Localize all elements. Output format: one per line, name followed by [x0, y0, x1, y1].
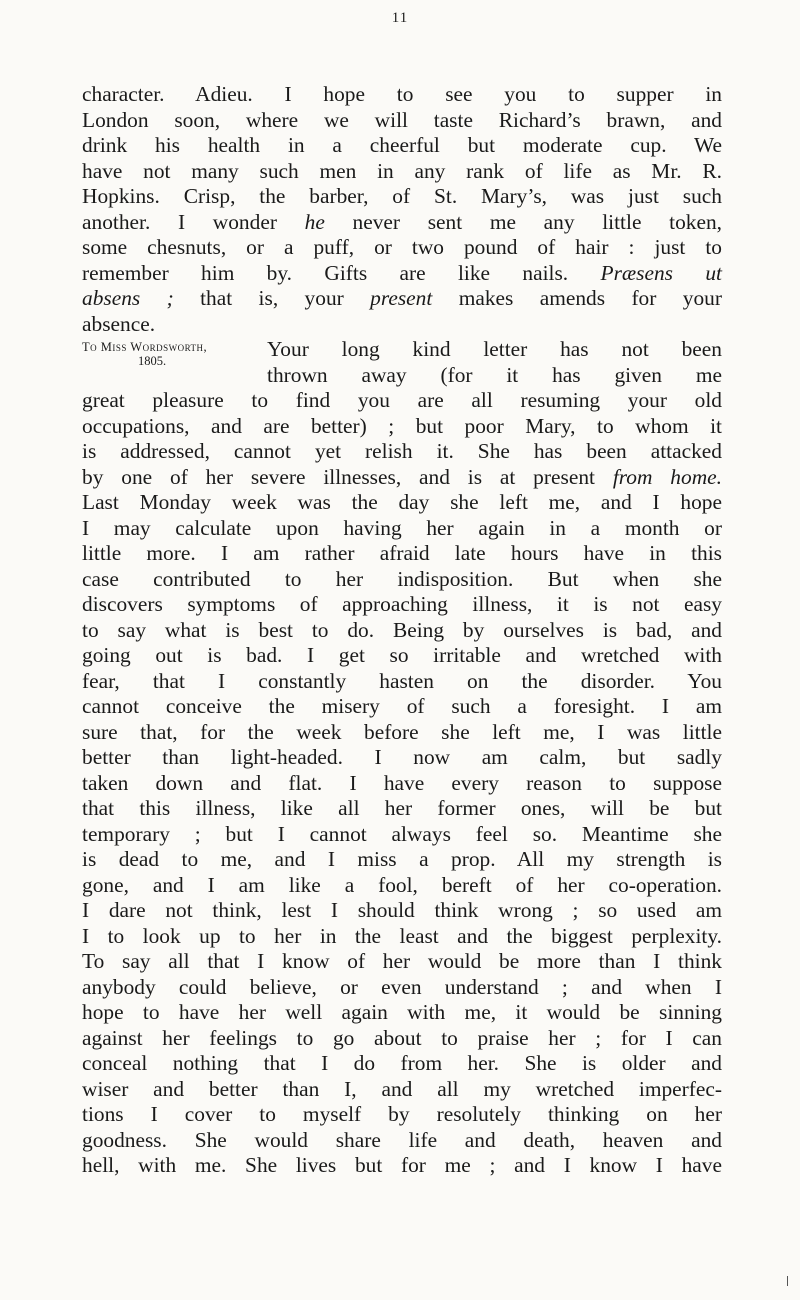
- text-line: is dead to me, and I miss a prop. All my strength is: [82, 847, 722, 871]
- edge-mark: [787, 1276, 788, 1286]
- text-line: [82, 261, 722, 287]
- text-line: cannot conceive the misery of such a foresight. I am: [82, 694, 722, 718]
- text-line: temporary ; but I cannot always feel so. Meantime she: [82, 821, 722, 846]
- page-number: 11: [391, 10, 409, 26]
- text-line: that this illness, like all her former ones, will be but: [82, 796, 722, 820]
- text-line: hope to have her well again with me, it would be sinning: [82, 1000, 722, 1024]
- text-line: great pleasure to find you are all resuming your old: [82, 388, 722, 412]
- text-line: conceal nothing that I do from her. She is older and: [82, 1051, 722, 1075]
- text-line: discovers symptoms of approaching illness, it is not easy: [82, 592, 722, 616]
- text-line: occupations, and are better) ; but poor Mary, to whom it: [82, 413, 722, 438]
- text-line: is addressed, cannot yet relish it. She has been attacked: [82, 439, 722, 463]
- text-line: sure that, for the week before she left me, I was little: [82, 719, 722, 744]
- text-line: absence.: [82, 311, 156, 336]
- text-line: taken down and flat. I have every reason to suppose: [82, 770, 722, 795]
- text-segment: never sent me any little token,: [352, 209, 722, 234]
- text-line: anybody could believe, or even understand ; and when I: [82, 974, 722, 999]
- text-line: going out is bad. I get so irritable and wretched with: [82, 643, 722, 667]
- text-line: have not many such men in any rank of life as Mr. R.: [82, 158, 722, 183]
- latin-phrase: Præsens ut: [600, 260, 722, 285]
- text-line: I may calculate upon having her again in a month or: [82, 515, 722, 540]
- text-line: Last Monday week was the day she left me, and I hope: [82, 490, 722, 514]
- letter-text: [82, 82, 722, 1179]
- text-line: To say all that I know of her would be more than I think: [82, 949, 722, 973]
- text-line: better than light-headed. I now am calm, but sadly: [82, 745, 722, 769]
- text-line: against her feelings to go about to praise her ; for I can: [82, 1025, 722, 1050]
- text-line: to say what is best to do. Being by ourselves is bad, and: [82, 617, 722, 642]
- text-segment: that is, your: [200, 286, 344, 310]
- text-line: some chesnuts, or a puff, or two pound of hair : just to: [82, 235, 722, 259]
- text-segment: Your long kind letter has not been: [267, 337, 722, 361]
- text-line: [82, 210, 722, 236]
- text-line: I dare not think, lest I should think wrong ; so used am: [82, 898, 722, 922]
- text-line-with-sidenote: [82, 337, 722, 368]
- text-segment: makes amends for your: [458, 286, 722, 310]
- text-line: I to look up to her in the least and the biggest perplexity.: [82, 923, 722, 948]
- text-line: [82, 286, 722, 312]
- emphasis-present: present: [370, 286, 433, 310]
- text-line: London soon, where we will taste Richard’s brawn, and: [82, 107, 722, 132]
- text-line: hell, with me. She lives but for me ; and I know I have: [82, 1153, 722, 1177]
- emphasis-from-home: from home.: [612, 464, 722, 489]
- emphasis-he: he: [304, 209, 325, 234]
- text-line: Hopkins. Crisp, the barber, of St. Mary’s, was just such: [82, 184, 722, 208]
- text-line: little more. I am rather afraid late hours have in this: [82, 541, 722, 565]
- text-line: thrown away (for it has given me: [267, 362, 722, 387]
- text-segment: remember him by. Gifts are like nails.: [82, 260, 569, 285]
- margin-note-year: 1805.: [137, 354, 167, 368]
- text-line: case contributed to her indisposition. But when she: [82, 566, 722, 591]
- text-segment: by one of her severe illnesses, and is at present: [82, 464, 595, 489]
- text-line: drink his health in a cheerful but moderate cup. We: [82, 133, 722, 157]
- latin-phrase-end: absens ;: [82, 286, 174, 310]
- margin-note-recipient: To Miss Wordsworth,: [82, 340, 208, 354]
- text-line: character. Adieu. I hope to see you to supper in: [82, 82, 722, 106]
- text-line: wiser and better than I, and all my wretched imperfec-: [82, 1076, 722, 1101]
- text-line: gone, and I am like a fool, bereft of her co-operation.: [82, 872, 722, 897]
- margin-note: [82, 340, 262, 368]
- text-segment: another. I wonder: [82, 209, 277, 234]
- text-line: tions I cover to myself by resolutely thinking on her: [82, 1102, 722, 1126]
- text-line: fear, that I constantly hasten on the disorder. You: [82, 668, 722, 693]
- text-line: goodness. She would share life and death, heaven and: [82, 1127, 722, 1152]
- text-line: [82, 465, 722, 491]
